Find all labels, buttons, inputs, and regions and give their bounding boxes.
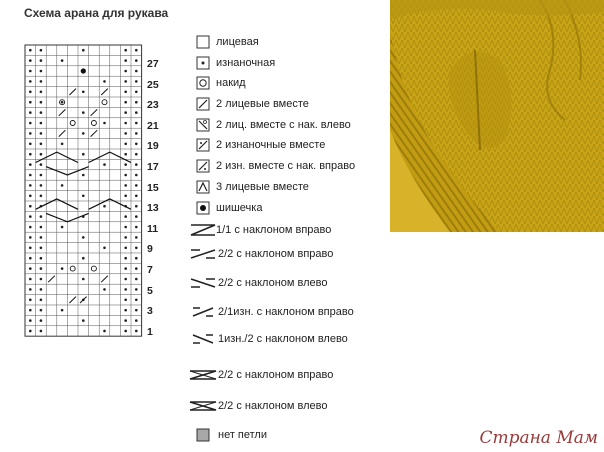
purl-dot [29,142,32,145]
purl-dot [29,319,32,322]
purl-dot [40,319,43,322]
purl-dot [29,215,32,218]
purl-dot [29,309,32,312]
purl-dot [29,90,32,93]
row-number: 27 [147,58,159,70]
purl-dot [40,184,43,187]
purl-dot [40,298,43,301]
legend-label: 2 лиц. вместе с нак. влево [216,119,351,131]
legend-label: 2 изнаночные вместе [216,139,326,151]
purl-dot [40,309,43,312]
purl-dot [29,330,32,333]
empty-square-icon [186,33,220,51]
purl-dot [135,70,138,73]
purl-dot [124,246,127,249]
purl-dot [124,49,127,52]
purl-dot [124,70,127,73]
purl-dot [82,111,85,114]
purl-dot [29,70,32,73]
purl-dot [135,330,138,333]
purl-dot [135,49,138,52]
purl-dot [135,132,138,135]
legend-label: 2/2 с наклоном влево [218,277,328,289]
sleeve-photo [390,0,604,232]
legend-item [186,74,246,92]
legend-label: лицевая [216,36,259,48]
purl-dot [40,257,43,260]
purl-dot [135,174,138,177]
row-number: 5 [147,284,153,297]
purl-dot [40,330,43,333]
purl-dot [29,246,32,249]
purl-dot [29,153,32,156]
purl-dot [124,330,127,333]
purl-dot [135,309,138,312]
row-number: 11 [147,222,159,235]
purl-dot [61,309,64,312]
purl-dot [135,319,138,322]
purl-dot [103,163,106,166]
purl-dot [29,278,32,281]
purl-dot [135,205,138,208]
cable-2-1p-right-icon [186,303,220,321]
row-number: 21 [147,119,159,132]
legend-item [186,95,309,113]
dot-square-icon [186,54,220,72]
purl-dot [124,59,127,62]
legend-item [186,274,327,292]
purl-dot [40,278,43,281]
cable-1p-2-left-icon [186,330,220,348]
purl-dot [135,101,138,104]
k2tog-yo-left-icon [186,116,220,134]
purl-dot [29,236,32,239]
purl-dot [135,298,138,301]
purl-dot [40,111,43,114]
purl-dot [61,226,64,229]
legend-item [186,116,351,134]
no-stitch-icon [186,426,220,444]
purl-dot [82,153,85,156]
row-number: 7 [147,264,153,276]
purl-dot [82,319,85,322]
legend-item [186,330,348,348]
legend-label: шишечка [216,202,263,214]
legend-label: 2/2 с наклоном вправо [218,248,334,260]
legend-item [186,136,325,154]
purl-dot [135,246,138,249]
purl-dot [29,267,32,270]
purl-dot [124,111,127,114]
purl-dot [103,205,106,208]
purl-dot [29,59,32,62]
purl-dot [29,80,32,83]
purl-dot [40,163,43,166]
cable-2-2-left-cross-icon [186,397,220,415]
purl-dot [124,163,127,166]
purl-dot [40,142,43,145]
watermark: Страна Мам [479,428,598,448]
purl-dot [40,174,43,177]
legend-item [186,33,259,51]
cable-2-2-left-icon [186,274,220,292]
purl-dot [103,246,106,249]
purl-dot [29,205,32,208]
row-number: 19 [147,140,159,153]
purl-dot [103,80,106,83]
purl-dot [40,267,43,270]
cable-1-1-right-icon [186,221,220,239]
cable-2-2-right-cross-icon [186,366,220,384]
purl-dot [135,288,138,291]
purl-dot [61,59,64,62]
legend-item [186,199,262,217]
purl-dot [40,194,43,197]
purl-dot [135,111,138,114]
purl-dot [135,184,138,187]
legend-label: нет петли [218,429,267,441]
row-number: 13 [147,202,159,215]
legend-label: изнаночная [216,57,276,69]
purl-dot [40,122,43,125]
purl-dot [135,80,138,83]
purl-dot [103,122,106,125]
purl-dot [124,298,127,301]
purl-dot [82,90,85,93]
purl-dot [40,49,43,52]
legend-item [186,157,355,175]
row-number: 15 [147,181,159,194]
purl-dot [103,330,106,333]
purl-dot [124,236,127,239]
purl-dot [124,90,127,93]
purl-dot [124,194,127,197]
k3tog-icon [186,178,220,196]
purl-dot [40,90,43,93]
purl-dot [61,184,64,187]
purl-dot [40,215,43,218]
purl-dot [82,236,85,239]
bobble-icon [186,199,220,217]
legend-label: 2/2 с наклоном влево [218,400,328,412]
purl-dot [135,122,138,125]
purl-dot [124,153,127,156]
purl-dot [124,215,127,218]
k2tog-icon [186,95,220,113]
purl-dot [29,111,32,114]
purl-dot [124,288,127,291]
legend-label: 3 лицевые вместе [216,181,309,193]
purl-dot [40,288,43,291]
legend-label: 2 изн. вместе с нак. вправо [216,160,356,172]
legend-item [186,245,333,263]
legend-item [186,178,309,196]
purl-dot [124,278,127,281]
cable-2-2-right-icon [186,245,220,263]
purl-dot [124,132,127,135]
purl-dot [40,226,43,229]
knitting-chart [24,44,143,337]
purl-dot [135,59,138,62]
purl-dot [40,70,43,73]
purl-dot [135,215,138,218]
purl-dot [61,142,64,145]
purl-dot [124,257,127,260]
yarn-over-icon [186,74,220,92]
chart-title: Схема арана для рукава [24,6,169,20]
purl-dot [135,194,138,197]
purl-dot [29,132,32,135]
row-number: 25 [147,78,159,91]
legend-label: 2/1изн. с наклоном вправо [218,306,354,318]
purl-dot [124,174,127,177]
legend-label: 1/1 с наклоном вправо [216,224,332,236]
purl-dot [29,163,32,166]
legend-label: 2 лицевые вместе [216,98,309,110]
purl-dot [135,153,138,156]
purl-dot [135,257,138,260]
p2tog-yo-right-icon [186,157,220,175]
purl-dot [135,163,138,166]
row-number: 17 [147,161,159,173]
purl-dot [135,142,138,145]
purl-dot [29,122,32,125]
purl-dot [124,101,127,104]
p2tog-icon [186,136,220,154]
legend-item [186,397,327,415]
purl-dot [124,122,127,125]
purl-dot [124,184,127,187]
purl-dot [82,49,85,52]
purl-dot [124,319,127,322]
purl-dot [29,174,32,177]
purl-dot [124,226,127,229]
purl-dot [135,267,138,270]
purl-dot [29,298,32,301]
purl-dot [29,184,32,187]
purl-dot [40,246,43,249]
purl-dot [29,226,32,229]
purl-dot [40,132,43,135]
purl-dot [40,80,43,83]
purl-dot [124,80,127,83]
legend-item [186,366,333,384]
purl-dot [82,174,85,177]
purl-dot [29,101,32,104]
legend-label: накид [216,77,246,89]
purl-dot [124,267,127,270]
legend-label: 2/2 с наклоном вправо [218,369,334,381]
purl-dot [135,90,138,93]
legend-item [186,303,354,321]
purl-dot [29,288,32,291]
purl-dot [82,257,85,260]
purl-dot [61,267,64,270]
row-number: 9 [147,243,153,256]
purl-dot [40,101,43,104]
purl-dot [135,226,138,229]
purl-dot [82,132,85,135]
purl-dot [82,194,85,197]
purl-dot [29,194,32,197]
purl-dot [135,278,138,281]
purl-dot [40,236,43,239]
purl-dot [135,236,138,239]
purl-dot [29,49,32,52]
row-number: 1 [147,325,153,338]
legend-item [186,426,267,444]
purl-dot [124,142,127,145]
purl-dot [103,288,106,291]
legend-item [186,221,331,239]
legend-item [186,54,275,72]
purl-dot [29,257,32,260]
purl-dot [40,59,43,62]
purl-dot [40,153,43,156]
purl-dot [82,278,85,281]
purl-dot [61,101,64,104]
row-number: 3 [147,305,153,318]
purl-dot [124,309,127,312]
legend-label: 1изн./2 с наклоном влево [218,333,348,345]
row-number: 23 [147,99,159,112]
